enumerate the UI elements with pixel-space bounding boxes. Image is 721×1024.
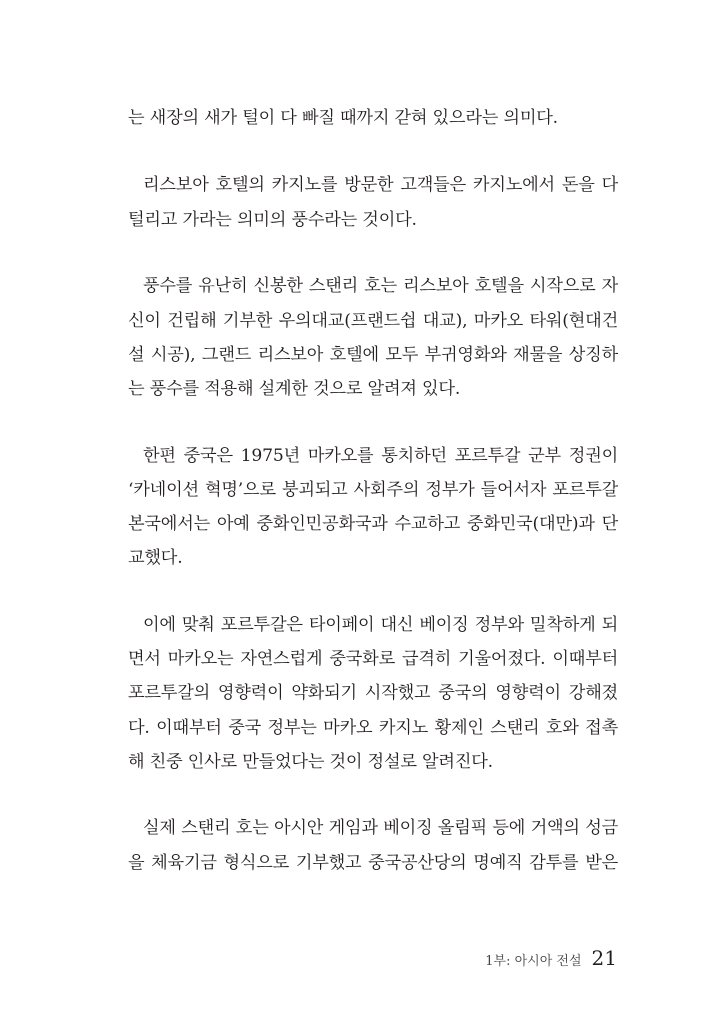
body-text-line: 신이 건립해 기부한 우의대교(프랜드쉽 대교), 마카오 타워(현대건 [128,311,618,331]
page-footer [485,946,617,970]
body-text-line: 이에 맞춰 포르투갈은 타이페이 대신 베이징 정부와 밀착하게 되 [143,615,618,635]
body-text-line: 교했다. [128,548,183,568]
body-text-line: 털리고 가라는 의미의 풍수라는 것이다. [128,210,417,230]
body-text-line: 본국에서는 아예 중화인민공화국과 수교하고 중화민국(대만)과 단 [128,514,618,534]
body-text-line: 면서 마카오는 자연스럽게 중국화로 급격히 기울어졌다. 이때부터 [128,649,618,669]
body-text-line: 풍수를 유난히 신봉한 스탠리 호는 리스보아 호텔을 시작으로 자 [143,276,618,296]
page-number: 21 [591,946,617,970]
body-text-line: 포르투갈의 영향력이 약화되기 시작했고 중국의 영향력이 강해졌 [128,683,618,703]
body-text-line: 는 풍수를 적용해 설계한 것으로 알려져 있다. [128,379,461,399]
body-text-line: 실제 스탠리 호는 아시안 게임과 베이징 올림픽 등에 거액의 성금 [143,818,618,838]
body-text-line: 을 체육기금 형식으로 기부했고 중국공산당의 명예직 감투를 받은 [128,853,618,873]
body-text-line: 설 시공), 그랜드 리스보아 호텔에 모두 부귀영화와 재물을 상징하 [128,345,618,365]
body-text-line: 해 친중 인사로 만들었다는 것이 정설로 알려진다. [128,752,493,772]
body-text-line: 한편 중국은 1975년 마카오를 통치하던 포르투갈 군부 정권이 [143,446,618,466]
body-text-line: 는 새장의 새가 털이 다 빠질 때까지 갇혀 있으라는 의미다. [128,108,558,128]
body-text-line: 다. 이때부터 중국 정부는 마카오 카지노 황제인 스탠리 호와 접촉 [128,718,618,738]
body-text-line: ‘카네이션 혁명’으로 붕괴되고 사회주의 정부가 들어서자 포르투갈 [128,480,618,500]
body-text-line: 리스보아 호텔의 카지노를 방문한 고객들은 카지노에서 돈을 다 [143,175,618,195]
running-head: 1부: 아시아 전설 [485,954,582,969]
